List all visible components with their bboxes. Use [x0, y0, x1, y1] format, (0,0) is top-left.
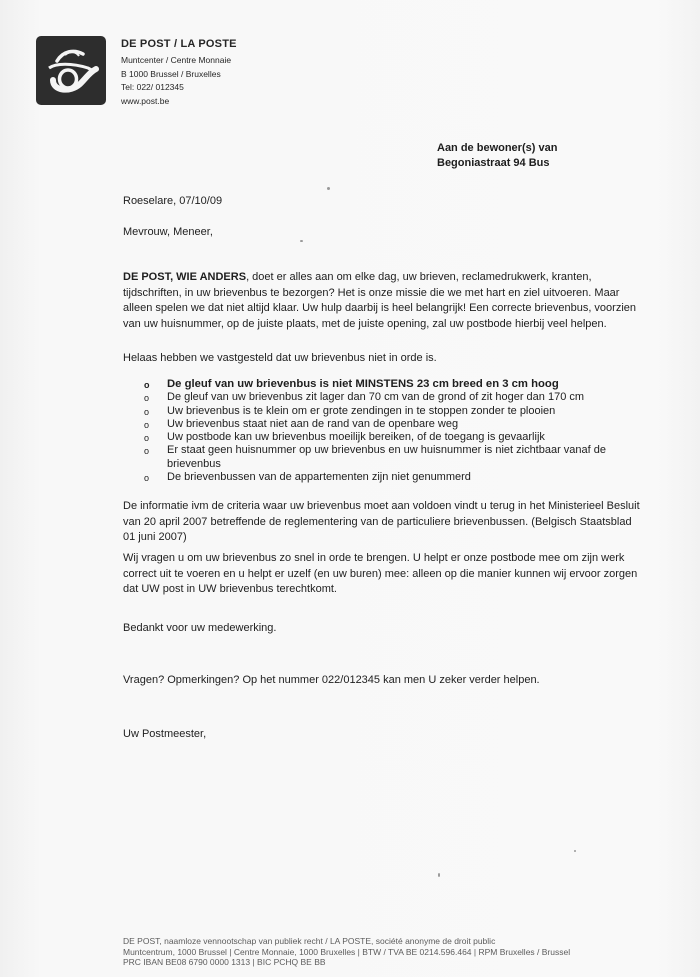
recipient-block — [437, 141, 557, 171]
sender-phone: Tel: 022/ 012345 — [121, 82, 184, 93]
request-paragraph: Wij vragen u om uw brievenbus zo snel in orde te brengen. U helpt er onze postbode mee om zijn werk correct uit te voeren en u helpt er uzelf (en uw buren) mee: alleen op die manier kunnen wij ervoor zorgen dat UW post in UW brievenbus terechtkomt. — [123, 552, 638, 596]
intro-text: , doet er alles aan om elke dag, uw brieven, reclamedrukwerk, kranten, tijdschriften, in uw brievenbus te bezorgen? Het is onze missie die we met hart en ziel uitvoeren. Maar alleen spelen we dat niet altijd klaar. Uw hulp daarbij is heel belangrijk! Een correcte brievenbus, voorzien van uw huisnummer, op de juiste plaats, met de juiste opening, zal uw postbode hierbij veel helpen. — [123, 271, 637, 330]
bullet-icon: o — [144, 393, 150, 404]
criteria-paragraph: De informatie ivm de criteria waar uw brievenbus moet aan voldoen vindt u terug in het Ministerieel Besluit van 20 april 2007 betreffende de reglementering van de particuliere brievenbussen. (Belgisch Staatsblad 01 juni 2007) — [123, 500, 640, 544]
organization-name: DE POST / LA POSTE — [121, 38, 237, 50]
scan-speck — [438, 873, 440, 877]
scan-speck — [327, 187, 330, 190]
footer-line2: Muntcentrum, 1000 Brussel | Centre Monnaie, 1000 Bruxelles | BTW / TVA BE 0214.596.464 | RPM Bruxelles / Brussel — [123, 946, 571, 957]
checklist-item: o De gleuf van uw brievenbus is niet MINSTENS 23 cm breed en 3 cm hoog — [144, 378, 634, 391]
checklist-item: o De brievenbussen van de appartementen zijn niet genummerd — [144, 471, 634, 484]
thanks-line: Bedankt voor uw medewerking. — [123, 622, 277, 634]
sender-address-line2: B 1000 Brussel / Bruxelles — [121, 68, 221, 79]
bullet-icon: o — [144, 406, 150, 417]
questions-line: Vragen? Opmerkingen? Op het nummer 022/012345 kan men U zeker verder helpen. — [123, 674, 540, 686]
deficiency-checklist — [144, 378, 634, 484]
intro-paragraph — [123, 270, 643, 332]
bullet-icon: o — [144, 419, 150, 430]
scan-speck — [300, 240, 303, 242]
footer-legal — [123, 936, 570, 968]
checklist-item: o De gleuf van uw brievenbus zit lager dan 70 cm van de grond of zit hoger dan 170 cm — [144, 391, 634, 404]
bullet-icon: o — [144, 446, 150, 457]
checklist-item: o Er staat geen huisnummer op uw brievenbus en uw huisnummer is niet zichtbaar vanaf de brievenbus — [144, 444, 607, 470]
checklist-item: o Uw brievenbus staat niet aan de rand van de openbare weg — [144, 418, 634, 431]
recipient-line2: Begoniastraat 94 Bus — [437, 157, 550, 169]
sender-block — [121, 38, 237, 108]
sender-address-line1: Muntcenter / Centre Monnaie — [121, 55, 232, 66]
footer-line3: PRC IBAN BE08 6790 0000 1313 | BIC PCHQ BE BB — [123, 957, 326, 967]
salutation: Mevrouw, Meneer, — [123, 226, 213, 238]
sender-website: www.post.be — [121, 95, 170, 106]
bullet-icon: o — [144, 380, 150, 390]
checklist-item: o Uw postbode kan uw brievenbus moeilijk bereiken, of de toegang is gevaarlijk — [144, 431, 634, 444]
closing-signature: Uw Postmeester, — [123, 728, 207, 740]
recipient-line1: Aan de bewoner(s) van — [437, 142, 558, 154]
checklist-item: o Uw brievenbus is te klein om er grote zendingen in te stoppen zonder te plooien — [144, 405, 634, 418]
scan-speck — [574, 850, 576, 852]
place-date: Roeselare, 07/10/09 — [123, 195, 223, 207]
intro-bold-lead: DE POST, WIE ANDERS — [123, 271, 247, 283]
bullet-icon: o — [144, 473, 150, 484]
bullet-icon: o — [144, 433, 150, 444]
footer-line1: DE POST, naamloze vennootschap van publiek recht / LA POSTE, société anonyme de droit public — [123, 936, 496, 946]
finding-paragraph: Helaas hebben we vastgesteld dat uw brievenbus niet in orde is. — [123, 352, 437, 364]
post-horn-logo-icon — [36, 36, 106, 105]
